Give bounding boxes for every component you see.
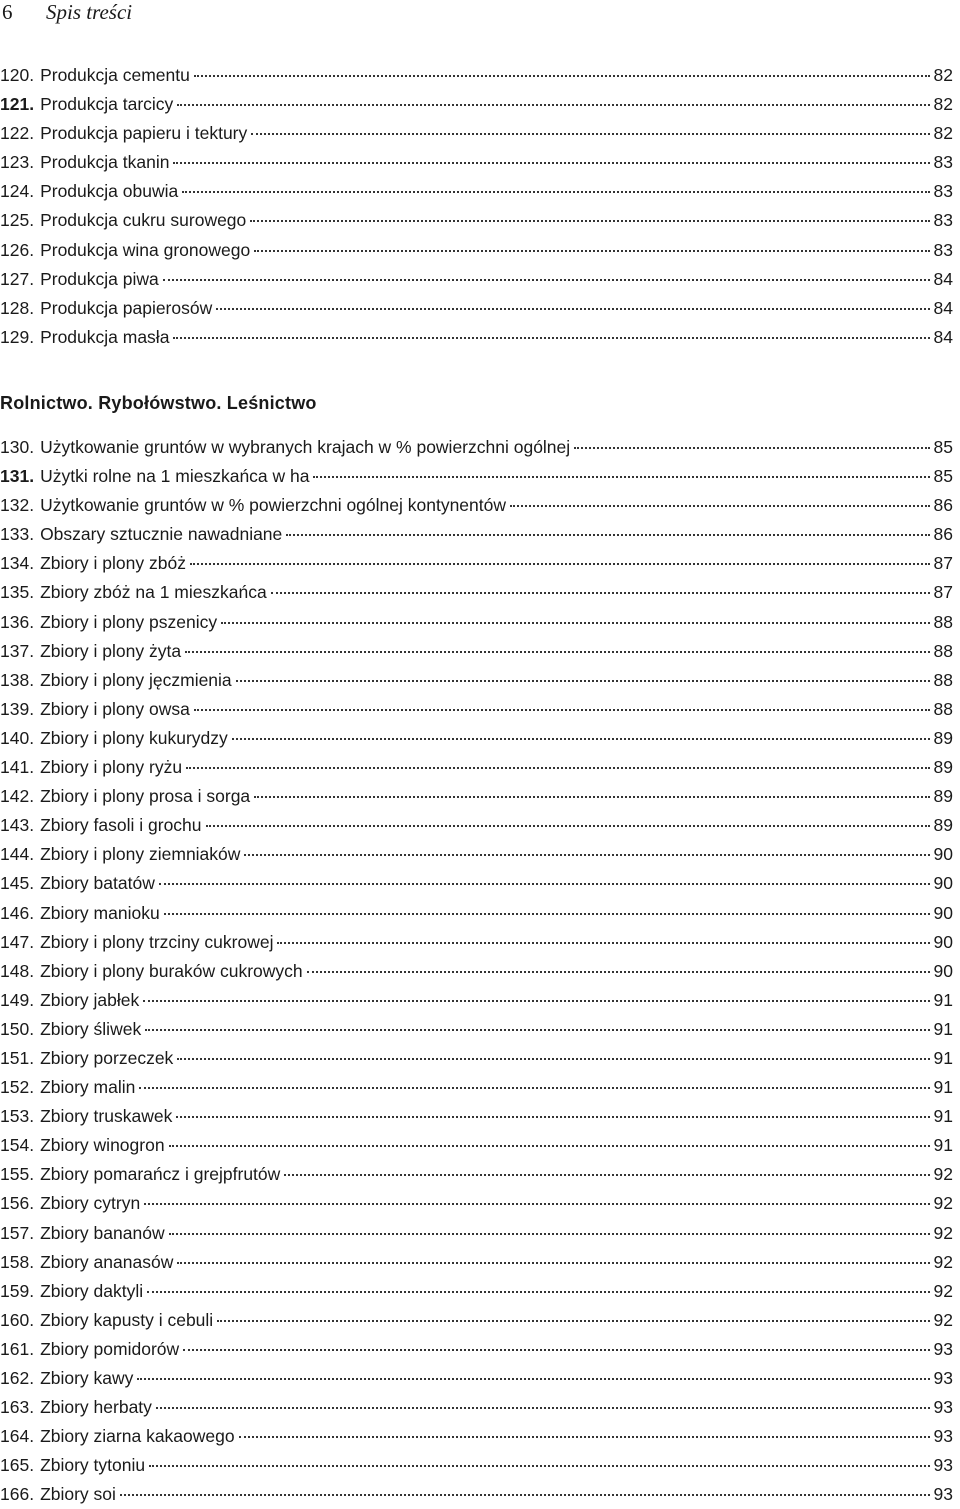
dot-leader [139,1087,929,1089]
toc-entry-number: 128. [0,297,35,318]
toc-entry-number: 130. [0,437,35,457]
dot-leader [159,883,930,885]
dot-leader [194,75,930,77]
toc-entry[interactable] [0,724,953,753]
dot-leader [217,1320,929,1322]
toc-entry-number: 150. [0,1018,35,1039]
toc-entry-page: 85 [933,466,953,487]
toc-entry-number: 126. [0,239,35,260]
toc-entry-title: Zbiory batatów [40,873,155,894]
page-number: 6 [2,0,13,24]
dot-leader [169,1145,930,1147]
toc-entry-page: 84 [933,326,953,347]
toc-entry-title: Produkcja tkanin [40,152,170,173]
toc-entry-title: Zbiory cytryn [40,1193,141,1214]
toc-entry[interactable] [0,1015,953,1044]
toc-entry-title: Zbiory zbóż na 1 mieszkańca [40,582,267,603]
dot-leader [190,563,930,565]
dot-leader [177,1262,929,1264]
toc-entry[interactable] [0,869,953,898]
toc-entry-page: 88 [933,640,953,661]
dot-leader [144,1203,929,1205]
toc-entry-title: Zbiory truskawek [40,1106,173,1127]
toc-entry-page: 88 [933,611,953,632]
toc-entry[interactable] [0,265,953,294]
dot-leader [250,220,929,222]
toc-entry-title: Zbiory soi [40,1484,116,1505]
toc-entry-title: Produkcja piwa [40,268,159,289]
dot-leader [313,476,929,478]
toc-entry-page: 93 [933,1426,953,1447]
toc-entry-number: 166. [0,1484,35,1505]
toc-list-agriculture [0,433,953,1509]
toc-entry-page: 85 [933,437,953,457]
toc-entry-page: 91 [933,1018,953,1039]
toc-entry-title: Zbiory porzeczek [40,1047,174,1068]
toc-entry-number: 137. [0,640,35,661]
toc-entry-title: Zbiory i plony trzciny cukrowej [40,931,274,952]
dot-leader [156,1407,930,1409]
section-heading: Rolnictwo. Rybołówstwo. Leśnictwo [0,393,317,413]
dot-leader [177,1058,929,1060]
toc-entry-title: Zbiory i plony zbóż [40,553,186,574]
dot-leader [120,1494,930,1496]
toc-entry[interactable] [0,578,953,607]
toc-entry-number: 135. [0,582,35,603]
toc-entry[interactable] [0,1335,953,1364]
toc-entry[interactable] [0,782,953,811]
toc-entry-title: Zbiory tytoniu [40,1455,146,1476]
toc-entry-title: Zbiory i plony żyta [40,640,182,661]
toc-entry-page: 82 [933,94,953,115]
toc-entry-page: 91 [933,1077,953,1098]
dot-leader [244,854,929,856]
toc-entry-number: 156. [0,1193,35,1214]
toc-entry-page: 89 [933,727,953,748]
toc-entry-title: Zbiory kapusty i cebuli [40,1309,214,1330]
toc-entry-page: 93 [933,1455,953,1476]
toc-entry-title: Zbiory i plony ziemniaków [40,844,241,865]
dot-leader [147,1291,929,1293]
toc-entry-page: 91 [933,1047,953,1068]
toc-entry-number: 148. [0,960,35,981]
toc-entry-page: 92 [933,1309,953,1330]
toc-entry-number: 131. [0,466,35,487]
dot-leader [510,505,930,507]
toc-entry-title: Zbiory ziarna kakaowego [40,1426,235,1447]
toc-entry-number: 122. [0,123,35,144]
dot-leader [183,1349,929,1351]
toc-entry-number: 165. [0,1455,35,1476]
dot-leader [169,1233,930,1235]
toc-entry-title: Zbiory jabłek [40,989,140,1010]
toc-entry-number: 141. [0,757,35,778]
toc-entry-number: 129. [0,326,35,347]
toc-entry[interactable] [0,148,953,177]
toc-entry-number: 163. [0,1397,35,1418]
dot-leader [221,622,929,624]
toc-entry-number: 154. [0,1135,35,1156]
toc-entry-page: 83 [933,181,953,202]
toc-entry[interactable] [0,1422,953,1451]
toc-entry-page: 87 [933,553,953,574]
dot-leader [277,942,929,944]
toc-entry-page: 83 [933,152,953,173]
dot-leader [137,1378,929,1380]
toc-entry-title: Produkcja papierosów [40,297,213,318]
dot-leader [194,709,930,711]
toc-entry[interactable] [0,1219,953,1248]
dot-leader [232,738,930,740]
toc-entry-title: Zbiory manioku [40,902,160,923]
toc-entry-page: 92 [933,1193,953,1214]
dot-leader [271,592,930,594]
toc-entry-title: Zbiory pomidorów [40,1338,180,1359]
dot-leader [206,825,930,827]
toc-entry[interactable] [0,666,953,695]
toc-entry-number: 134. [0,553,35,574]
toc-entry-number: 161. [0,1338,35,1359]
toc-entry-title: Zbiory i plony pszenicy [40,611,218,632]
toc-entry-page: 89 [933,786,953,807]
toc-entry-title: Zbiory i plony jęczmienia [40,669,232,690]
toc-entry[interactable] [0,1480,953,1509]
toc-entry-title: Zbiory winogron [40,1135,165,1156]
page-title: Spis treści [46,0,133,24]
toc-entry[interactable] [0,1306,953,1335]
toc-entry-number: 145. [0,873,35,894]
toc-entry-number: 160. [0,1309,35,1330]
toc-entry-page: 93 [933,1338,953,1359]
toc-entry-title: Użytkowanie gruntów w wybranych krajach w % powierzchni ogólnej [40,437,571,457]
toc-entry-page: 92 [933,1164,953,1185]
toc-entry-title: Zbiory i plony kukurydzy [40,727,228,748]
dot-leader [284,1174,929,1176]
dot-leader [145,1029,929,1031]
dot-leader [574,447,929,449]
toc-entry-page: 90 [933,844,953,865]
toc-entry[interactable] [0,491,953,520]
toc-entry-title: Zbiory i plony prosa i sorga [40,786,251,807]
toc-entry-page: 91 [933,1135,953,1156]
toc-entry-number: 125. [0,210,35,231]
toc-entry-page: 84 [933,297,953,318]
toc-entry-number: 143. [0,815,35,836]
toc-entry-title: Zbiory pomarańcz i grejpfrutów [40,1164,281,1185]
toc-entry-page: 82 [933,123,953,144]
dot-leader [164,913,930,915]
toc-list-industry [0,61,953,352]
toc-entry-number: 120. [0,65,35,85]
toc-entry-page: 84 [933,268,953,289]
toc-entry-title: Użytki rolne na 1 mieszkańca w ha [40,466,310,487]
toc-entry-page: 90 [933,902,953,923]
toc-entry-title: Zbiory i plony buraków cukrowych [40,960,303,981]
toc-entry[interactable] [0,206,953,235]
toc-entry-number: 149. [0,989,35,1010]
toc-entry[interactable] [0,1044,953,1073]
toc-entry-number: 121. [0,94,35,115]
toc-entry-page: 88 [933,698,953,719]
toc-entry[interactable] [0,177,953,206]
toc-entry-title: Zbiory kawy [40,1368,134,1388]
toc-entry-page: 93 [933,1368,953,1388]
toc-entry-number: 151. [0,1047,35,1068]
toc-entry-title: Zbiory fasoli i grochu [40,815,202,836]
toc-entry-page: 91 [933,1106,953,1127]
dot-leader [182,191,929,193]
toc-entry-number: 144. [0,844,35,865]
toc-entry-page: 90 [933,931,953,952]
toc-entry-number: 159. [0,1280,35,1301]
toc-entry-page: 90 [933,873,953,894]
toc-entry-title: Produkcja cukru surowego [40,210,247,231]
toc-entry-number: 147. [0,931,35,952]
dot-leader [216,308,929,310]
toc-entry[interactable] [0,119,953,148]
toc-entry-page: 93 [933,1397,953,1418]
dot-leader [254,796,929,798]
toc-entry-number: 153. [0,1106,35,1127]
toc-entry-page: 89 [933,815,953,836]
toc-entry[interactable] [0,1248,953,1277]
toc-entry[interactable] [0,695,953,724]
toc-entry-page: 87 [933,582,953,603]
toc-entry-title: Obszary sztucznie nawadniane [40,524,283,545]
toc-entry[interactable] [0,1189,953,1218]
toc-entry-number: 157. [0,1222,35,1243]
toc-entry-title: Zbiory i plony ryżu [40,757,183,778]
toc-entry[interactable] [0,61,953,90]
dot-leader [185,651,929,653]
dot-leader [186,767,929,769]
dot-leader [236,680,930,682]
toc-entry-number: 136. [0,611,35,632]
toc-entry[interactable] [0,236,953,265]
toc-entry[interactable] [0,753,953,782]
toc-entry-number: 142. [0,786,35,807]
toc-entry-title: Produkcja cementu [40,65,190,85]
toc-entry[interactable] [0,811,953,840]
toc-entry[interactable] [0,899,953,928]
toc-entry-page: 86 [933,495,953,516]
toc-entry-page: 83 [933,210,953,231]
toc-entry-page: 93 [933,1484,953,1505]
toc-entry[interactable] [0,1160,953,1189]
dot-leader [254,250,929,252]
toc-entry-number: 139. [0,698,35,719]
toc-entry-title: Zbiory ananasów [40,1251,174,1272]
toc-entry-title: Zbiory malin [40,1077,136,1098]
toc-entry-page: 86 [933,524,953,545]
toc-entry[interactable] [0,520,953,549]
dot-leader [143,1000,929,1002]
dot-leader [173,337,929,339]
toc-entry[interactable] [0,1102,953,1131]
toc-entry[interactable] [0,1393,953,1422]
toc-entry-title: Produkcja tarcicy [40,94,174,115]
toc-entry-page: 82 [933,65,953,85]
toc-entry-page: 90 [933,960,953,981]
dot-leader [176,1116,929,1118]
toc-entry[interactable] [0,462,953,491]
toc-entry[interactable] [0,1451,953,1480]
dot-leader [286,534,929,536]
toc-entry-number: 162. [0,1368,35,1388]
dot-leader [173,162,929,164]
toc-entry-page: 92 [933,1280,953,1301]
toc-entry-title: Produkcja masła [40,326,170,347]
toc-entry[interactable] [0,637,953,666]
toc-entry[interactable] [0,90,953,119]
toc-entry-title: Użytkowanie gruntów w % powierzchni ogólnej kontynentów [40,495,506,516]
dot-leader [251,133,929,135]
toc-entry-number: 152. [0,1077,35,1098]
toc-entry[interactable] [0,608,953,637]
page-header [0,0,132,24]
dot-leader [307,971,930,973]
toc-entry-number: 123. [0,152,35,173]
toc-entry-page: 83 [933,239,953,260]
toc-entry-title: Produkcja obuwia [40,181,179,202]
toc-entry[interactable] [0,1073,953,1102]
toc-entry[interactable] [0,957,953,986]
toc-entry-page: 92 [933,1251,953,1272]
dot-leader [149,1465,929,1467]
toc-entry-number: 133. [0,524,35,545]
toc-entry-title: Produkcja papieru i tektury [40,123,248,144]
toc-entry-number: 155. [0,1164,35,1185]
toc-entry-number: 132. [0,495,35,516]
toc-entry-number: 164. [0,1426,35,1447]
toc-entry-number: 138. [0,669,35,690]
toc-entry[interactable] [0,323,953,352]
toc-entry-number: 140. [0,727,35,748]
toc-entry-title: Zbiory śliwek [40,1018,142,1039]
toc-entry[interactable] [0,294,953,323]
dot-leader [177,104,929,106]
toc-entry[interactable] [0,928,953,957]
toc-entry[interactable] [0,840,953,869]
dot-leader [163,279,930,281]
toc-entry-title: Zbiory bananów [40,1222,165,1243]
toc-entry[interactable] [0,1364,953,1393]
toc-entry-page: 91 [933,989,953,1010]
toc-entry-title: Zbiory daktyli [40,1280,144,1301]
toc-entry-page: 88 [933,669,953,690]
toc-entry[interactable] [0,1277,953,1306]
toc-entry-number: 124. [0,181,35,202]
toc-entry-number: 127. [0,268,35,289]
toc-entry-title: Produkcja wina gronowego [40,239,251,260]
toc-entry-title: Zbiory herbaty [40,1397,152,1418]
toc-entry[interactable] [0,986,953,1015]
toc-entry[interactable] [0,433,953,462]
dot-leader [239,1436,930,1438]
toc-entry-title: Zbiory i plony owsa [40,698,190,719]
toc-entry-number: 158. [0,1251,35,1272]
toc-entry[interactable] [0,1131,953,1160]
toc-entry-page: 89 [933,757,953,778]
toc-entry-number: 146. [0,902,35,923]
toc-entry[interactable] [0,549,953,578]
toc-entry-page: 92 [933,1222,953,1243]
